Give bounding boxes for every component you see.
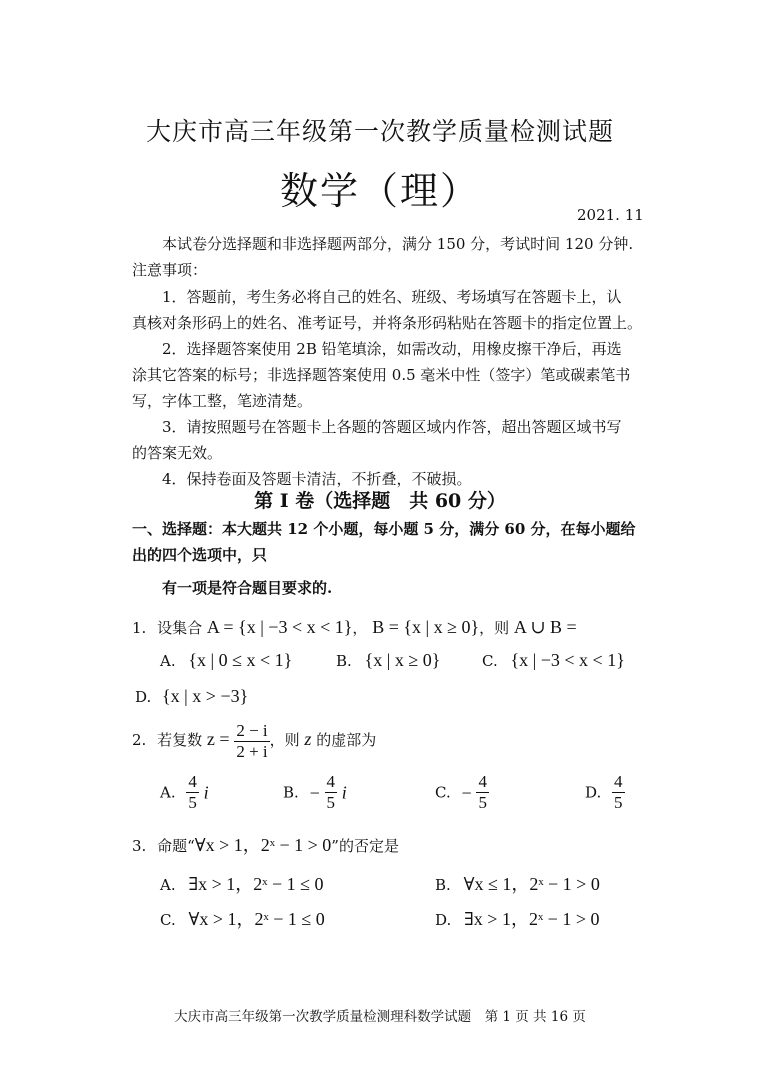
notice-item-1-line-2: 真核对条形码上的姓名、准考证号，并将条形码粘贴在答题卡的指定位置上。	[132, 314, 643, 332]
question-2	[132, 718, 376, 762]
notice-item-2-line-3: 写，字体工整，笔迹清楚。	[132, 392, 313, 410]
option-sign: −	[461, 782, 472, 803]
fraction-numerator: 4	[188, 772, 197, 791]
question-number: 1.	[132, 619, 147, 637]
fraction-numerator: 4	[326, 772, 336, 791]
option-b	[435, 870, 600, 896]
option-c	[160, 905, 325, 931]
option-text: ∀x ≤ 1，2ˣ − 1 > 0	[463, 874, 600, 894]
question-number: 2.	[132, 731, 147, 749]
notice-label: 注意事项：	[132, 261, 208, 279]
option-label: C.	[435, 783, 451, 802]
option-c	[482, 650, 625, 671]
subject-title: 数学（理）	[279, 169, 480, 213]
fraction	[234, 721, 269, 762]
question-text-tail: ”的否定是	[331, 837, 399, 855]
fraction-denominator: 5	[326, 793, 336, 812]
fraction-denominator: 5	[188, 793, 197, 812]
question-text-tail-2: 的虚部为	[316, 731, 377, 749]
option-text: {x | 0 ≤ x < 1}	[188, 650, 293, 670]
section-instruction-line-3: 有一项是符合题目要求的.	[162, 579, 333, 597]
fraction-numerator: 4	[614, 772, 623, 791]
fraction-numerator: 2 − i	[236, 720, 268, 740]
option-text: ∀x > 1，2ˣ − 1 ≤ 0	[188, 909, 325, 929]
option-label: C.	[482, 652, 498, 670]
notice-item-2-line-1: 2．选择题答案使用 2B 铅笔填涂，如需改动，用橡皮擦干净后，再选	[162, 340, 622, 358]
equation-lhs: z =	[206, 729, 230, 749]
notice-item-2-line-2: 涂其它答案的标号；非选择题答案使用 0.5 毫米中性（签字）笔或碳素笔书	[132, 366, 631, 384]
fraction-denominator: 2 + i	[236, 741, 268, 761]
option-label: D.	[435, 911, 452, 929]
option-d	[585, 772, 625, 813]
exam-title: 大庆市高三年级第一次教学质量检测试题	[145, 117, 614, 146]
option-label: D.	[135, 688, 152, 706]
question-text-tail: ，则	[269, 731, 300, 749]
variable-z: z	[304, 729, 312, 749]
section-title: 第 I 卷（选择题 共 60 分）	[254, 490, 506, 512]
option-d	[435, 905, 599, 931]
option-a	[160, 650, 292, 671]
set-a: A = {x | −3 < x < 1}	[206, 617, 353, 637]
option-fraction	[612, 772, 625, 813]
question-number: 3.	[132, 837, 147, 855]
option-text: ∃x > 1，2ˣ − 1 > 0	[464, 909, 600, 929]
option-c	[435, 772, 489, 813]
question-text: 设集合	[157, 619, 203, 637]
option-fraction	[186, 772, 199, 813]
option-a	[160, 870, 324, 896]
fraction-numerator: 4	[478, 772, 487, 791]
separator: ，	[352, 619, 368, 637]
option-label: B.	[435, 876, 451, 894]
option-label: C.	[160, 911, 176, 929]
fraction-denominator: 5	[614, 793, 623, 812]
option-text: {x | −3 < x < 1}	[510, 650, 625, 670]
option-label: A.	[160, 783, 176, 802]
option-b	[283, 772, 347, 813]
option-label: B.	[336, 652, 352, 670]
exam-date: 2021. 11	[577, 206, 644, 224]
section-instruction-line-2: 出的四个选项中，只	[132, 546, 268, 564]
option-label: B.	[283, 783, 299, 802]
option-b	[336, 650, 440, 671]
option-label: D.	[585, 783, 602, 802]
option-d	[135, 686, 248, 707]
notice-item-3-line-2: 的答案无效。	[132, 444, 223, 462]
fraction-denominator: 5	[478, 793, 487, 812]
option-fraction	[476, 772, 489, 813]
page-footer: 大庆市高三年级第一次教学质量检测理科数学试题 第 1 页 共 16 页	[174, 1009, 586, 1025]
proposition-expression: ∀x > 1，2ˣ − 1 > 0	[194, 835, 332, 855]
option-label: A.	[160, 876, 176, 894]
notice-item-3-line-1: 3．请按照题号在答题卡上各题的答题区域内作答，超出答题区域书写	[162, 418, 622, 436]
option-text: {x | x ≥ 0}	[364, 650, 441, 670]
question-text: 命题“	[157, 837, 195, 855]
notice-item-1-line-1: 1．答题前，考生务必将自己的姓名、班级、考场填写在答题卡上，认	[162, 288, 622, 306]
option-fraction	[325, 772, 338, 813]
question-3	[132, 832, 399, 859]
option-sign: −	[309, 782, 320, 803]
set-b: B = {x | x ≥ 0}	[372, 617, 480, 637]
question-1	[132, 614, 577, 641]
notice-item-4-line-1: 4．保持卷面及答题卡清洁，不折叠，不破损。	[162, 470, 472, 488]
question-text: 若复数	[157, 731, 203, 749]
intro-line: 本试卷分选择题和非选择题两部分，满分 150 分，考试时间 120 分钟.	[162, 235, 634, 253]
section-instruction-line-1: 一、选择题：本大题共 12 个小题，每小题 5 分，满分 60 分，在每小题给	[132, 520, 636, 538]
union-expression: A ∪ B =	[513, 617, 577, 637]
option-label: A.	[160, 652, 176, 670]
option-text: {x | x > −3}	[162, 686, 249, 706]
option-text: ∃x > 1，2ˣ − 1 ≤ 0	[188, 874, 324, 894]
question-text-tail: ，则	[479, 619, 510, 637]
option-suffix: i	[203, 782, 209, 803]
option-suffix: i	[341, 782, 347, 803]
option-a	[160, 772, 209, 813]
